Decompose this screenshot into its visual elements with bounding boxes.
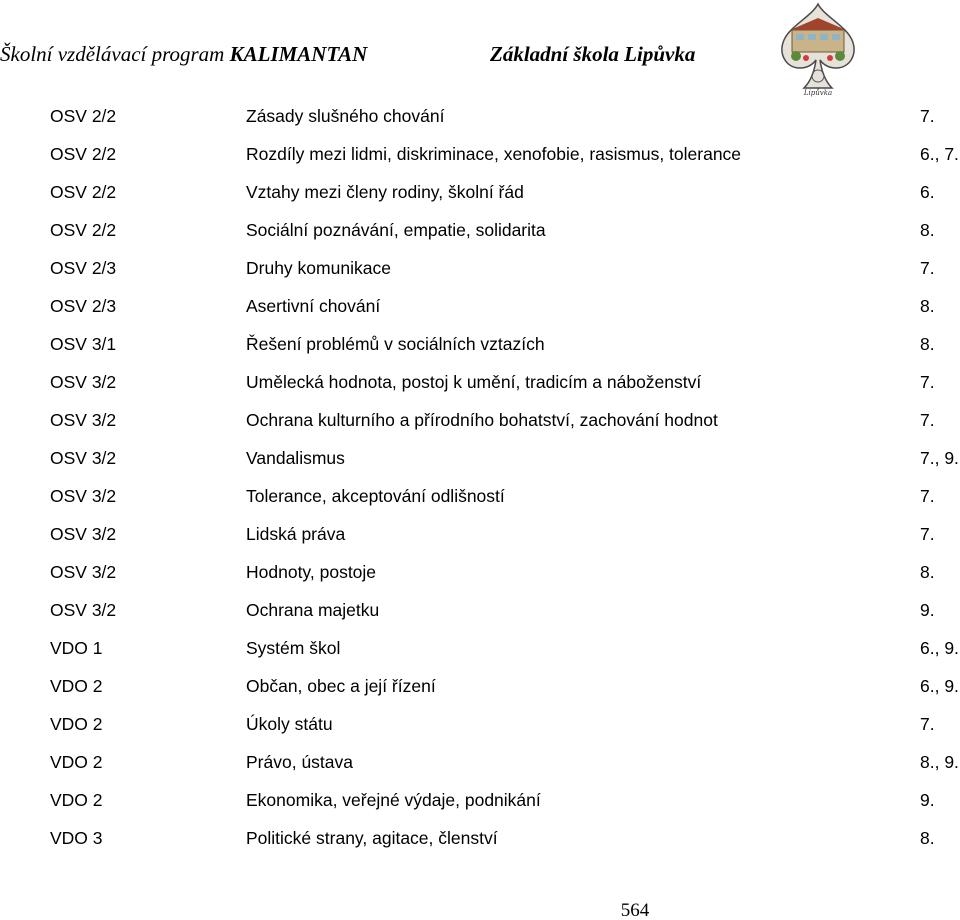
topic-name: Lidská práva bbox=[246, 524, 346, 544]
topic-name: Ochrana kulturního a přírodního bohatství, zachování hodnot bbox=[246, 410, 718, 430]
topic-grade: 6., 9. bbox=[920, 676, 959, 696]
program-title bbox=[0, 42, 367, 67]
topic-grade: 8. bbox=[920, 334, 935, 354]
topic-row bbox=[50, 135, 960, 173]
topic-grade: 8. bbox=[920, 828, 935, 848]
topic-row bbox=[50, 249, 960, 287]
topic-code: OSV 2/3 bbox=[50, 258, 117, 278]
topic-code: OSV 2/2 bbox=[50, 182, 117, 202]
topic-code: OSV 3/2 bbox=[50, 372, 117, 392]
topic-code: OSV 2/2 bbox=[50, 220, 117, 240]
topic-name: Řešení problémů v sociálních vztazích bbox=[246, 334, 545, 354]
topic-name: Právo, ústava bbox=[246, 752, 353, 772]
topic-row bbox=[50, 97, 960, 135]
topic-grade: 7., 9. bbox=[920, 448, 959, 468]
topic-code: OSV 3/2 bbox=[50, 410, 117, 430]
topic-code: OSV 3/2 bbox=[50, 600, 117, 620]
topic-row bbox=[50, 591, 960, 629]
topic-code: OSV 3/2 bbox=[50, 448, 117, 468]
topic-name: Ochrana majetku bbox=[246, 600, 380, 620]
program-prefix: Školní vzdělávací program bbox=[0, 42, 230, 66]
topic-grade: 8. bbox=[920, 220, 935, 240]
topic-code: VDO 1 bbox=[50, 638, 103, 658]
topic-row bbox=[50, 439, 960, 477]
topic-name: Asertivní chování bbox=[246, 296, 381, 316]
topic-name: Systém škol bbox=[246, 638, 341, 658]
topic-row bbox=[50, 705, 960, 743]
topic-row bbox=[50, 553, 960, 591]
program-name: KALIMANTAN bbox=[229, 42, 368, 66]
topic-row bbox=[50, 781, 960, 819]
topic-name: Vandalismus bbox=[246, 448, 345, 468]
topic-name: Zásady slušného chování bbox=[246, 106, 445, 126]
topic-grade: 8., 9. bbox=[920, 752, 959, 772]
topic-name: Sociální poznávání, empatie, solidarita bbox=[246, 220, 546, 240]
topic-grade: 6., 7. bbox=[920, 144, 959, 164]
logo-caption: Lipůvka bbox=[803, 89, 833, 97]
topic-code: OSV 3/2 bbox=[50, 524, 117, 544]
topic-grade: 7. bbox=[920, 524, 935, 544]
topic-code: VDO 3 bbox=[50, 828, 103, 848]
topic-grade: 7. bbox=[920, 410, 935, 430]
topic-row bbox=[50, 173, 960, 211]
topic-row bbox=[50, 325, 960, 363]
topic-grade: 6. bbox=[920, 182, 935, 202]
topic-code: VDO 2 bbox=[50, 790, 103, 810]
topic-grade: 8. bbox=[920, 296, 935, 316]
topic-grade: 7. bbox=[920, 714, 935, 734]
topic-grade: 7. bbox=[920, 486, 935, 506]
topic-code: OSV 3/1 bbox=[50, 334, 117, 354]
topic-code: VDO 2 bbox=[50, 676, 103, 696]
topic-grade: 7. bbox=[920, 258, 935, 278]
topic-name: Tolerance, akceptování odlišností bbox=[246, 486, 505, 506]
topic-grade: 8. bbox=[920, 562, 935, 582]
topic-grade: 9. bbox=[920, 790, 935, 810]
page-number: 564 bbox=[620, 900, 650, 920]
topic-code: OSV 3/2 bbox=[50, 562, 117, 582]
topic-row bbox=[50, 363, 960, 401]
topic-name: Vztahy mezi členy rodiny, školní řád bbox=[246, 182, 524, 202]
school-name: Základní škola Lipůvka bbox=[490, 42, 696, 66]
topic-grade: 9. bbox=[920, 600, 935, 620]
topic-row bbox=[50, 667, 960, 705]
topic-name: Občan, obec a její řízení bbox=[246, 676, 436, 696]
topic-code: VDO 2 bbox=[50, 714, 103, 734]
topic-name: Rozdíly mezi lidmi, diskriminace, xenofobie, rasismus, tolerance bbox=[246, 144, 742, 164]
topic-list bbox=[50, 97, 960, 857]
topic-row bbox=[50, 401, 960, 439]
topic-name: Umělecká hodnota, postoj k umění, tradicím a náboženství bbox=[246, 372, 702, 392]
topic-row bbox=[50, 287, 960, 325]
topic-code: OSV 2/2 bbox=[50, 144, 117, 164]
topic-code: OSV 3/2 bbox=[50, 486, 117, 506]
topic-row bbox=[50, 743, 960, 781]
topic-name: Druhy komunikace bbox=[246, 258, 391, 278]
topic-code: VDO 2 bbox=[50, 752, 103, 772]
topic-grade: 7. bbox=[920, 106, 935, 126]
topic-code: OSV 2/2 bbox=[50, 106, 117, 126]
topic-row bbox=[50, 629, 960, 667]
topic-name: Úkoly státu bbox=[246, 714, 333, 734]
topic-name: Ekonomika, veřejné výdaje, podnikání bbox=[246, 790, 541, 810]
topic-row bbox=[50, 477, 960, 515]
topic-grade: 6., 9. bbox=[920, 638, 959, 658]
topic-row bbox=[50, 515, 960, 553]
topic-name: Hodnoty, postoje bbox=[246, 562, 377, 582]
topic-grade: 7. bbox=[920, 372, 935, 392]
topic-name: Politické strany, agitace, členství bbox=[246, 828, 498, 848]
school-logo bbox=[776, 0, 860, 98]
topic-code: OSV 2/3 bbox=[50, 296, 117, 316]
topic-row bbox=[50, 819, 960, 857]
topic-row bbox=[50, 211, 960, 249]
